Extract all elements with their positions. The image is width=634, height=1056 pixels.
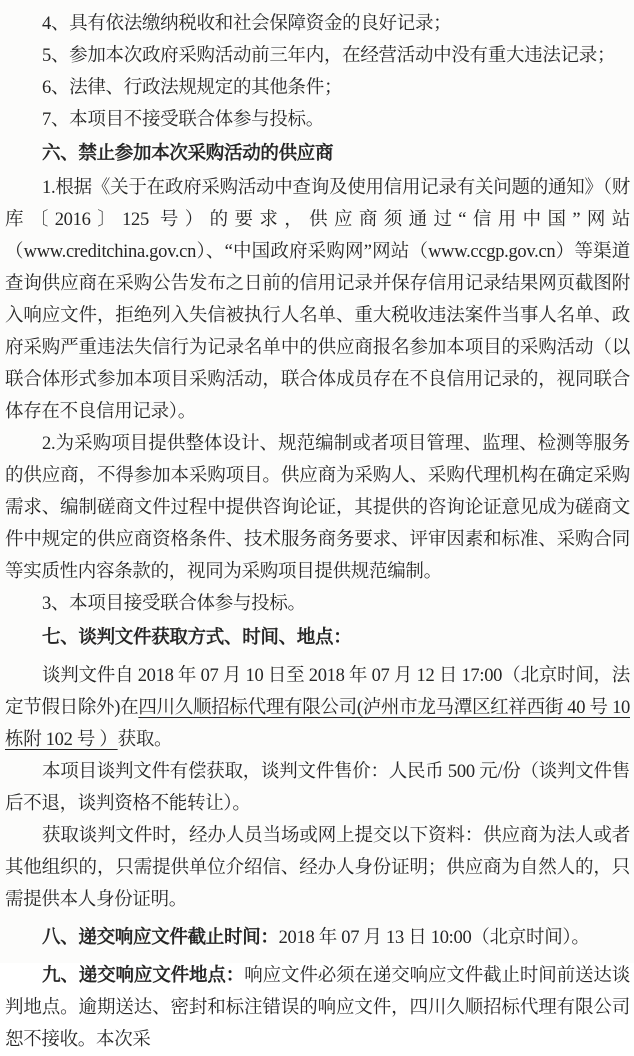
section-9-lead: 九、递交响应文件地点： xyxy=(42,966,245,986)
section-8-paragraph xyxy=(5,922,630,954)
section-7-paragraph-3: 获取谈判文件时，经办人员当场或网上提交以下资料：供应商为法人或者其他组织的，只需提供单位介绍信、经办人身份证明；供应商为自然人的，只需提供本人身份证明。 xyxy=(5,826,630,910)
section-9-paragraph xyxy=(5,960,630,1056)
document-obtain-period-text: 谈判文件自 2018 年 07 月 10 日至 2018 年 07 月 12 日 17:00（北京时间，法定节假日除外)在 xyxy=(5,666,630,718)
qualification-item-6: 6、法律、行政法规规定的其他条件； xyxy=(42,78,343,98)
agency-name-address-underlined: 四川久顺招标代理有限公司(泸州市龙马潭区红祥西街 40 号 10 栋附 102 号 ） xyxy=(5,698,630,750)
qualification-item-5: 5、参加本次政府采购活动前三年内，在经营活动中没有重大违法记录； xyxy=(42,46,616,66)
qualification-item-4: 4、具有依法缴纳税收和社会保障资金的良好记录； xyxy=(42,14,452,34)
section-9-text: 响应文件必须在递交响应文件截止时间前送达谈判地点。逾期送达、密封和标注错误的响应文件，四川久顺招标代理有限公司恕不接收。本次采 xyxy=(5,966,630,1050)
section-6-paragraph-2: 2.为采购项目提供整体设计、规范编制或者项目管理、监理、检测等服务的供应商，不得参加本采购项目。供应商为采购人、采购代理机构在确定采购需求、编制磋商文件过程中提供咨询论证，其提供的咨询论证意见成为磋商文件中规定的供应商资格条件、技术服务商务要求、评审因素和标准、采购合同等实质性内容条款的，视同为采购项目提供规范编制。 xyxy=(5,434,630,582)
qualification-item-7: 7、本项目不接受联合体参与投标。 xyxy=(42,110,324,130)
section-6-paragraph-1: 1.根据《关于在政府采购活动中查询及使用信用记录有关问题的通知》（财库〔2016〕125 号）的要求，供应商须通过“信用中国”网站（www.creditchina.gov.cn）、“中国政府采购网”网站（www.ccgp.gov.cn）等渠道查询供应商在采购公告发布之日前的信用记录并保存信用记录结果网页截图附入响应文件，拒绝列入失信被执行人名单、重大税收违法案件当事人名单、政府采购严重违法失信行为记录名单中的供应商报名参加本项目的采购活动（以联合体形式参加本项目采购活动，联合体成员存在不良信用记录的，视同联合体存在不良信用记录）。 xyxy=(5,178,630,422)
section-6-heading: 六、禁止参加本次采购活动的供应商 xyxy=(42,144,334,164)
section-7-paragraph-2: 本项目谈判文件有偿获取，谈判文件售价：人民币 500 元/份（谈判文件售后不退，谈判资格不能转让）。 xyxy=(5,762,630,814)
section-7-heading: 七、谈判文件获取方式、时间、地点： xyxy=(42,628,352,648)
section-7-paragraph-1 xyxy=(5,660,630,756)
section-8-text: 2018 年 07 月 13 日 10:00（北京时间）。 xyxy=(278,928,590,948)
document-obtain-tail-text: 获取。 xyxy=(117,730,173,750)
section-8-lead: 八、递交响应文件截止时间： xyxy=(42,928,279,948)
section-6-paragraph-3: 3、本项目接受联合体参与投标。 xyxy=(42,594,306,614)
